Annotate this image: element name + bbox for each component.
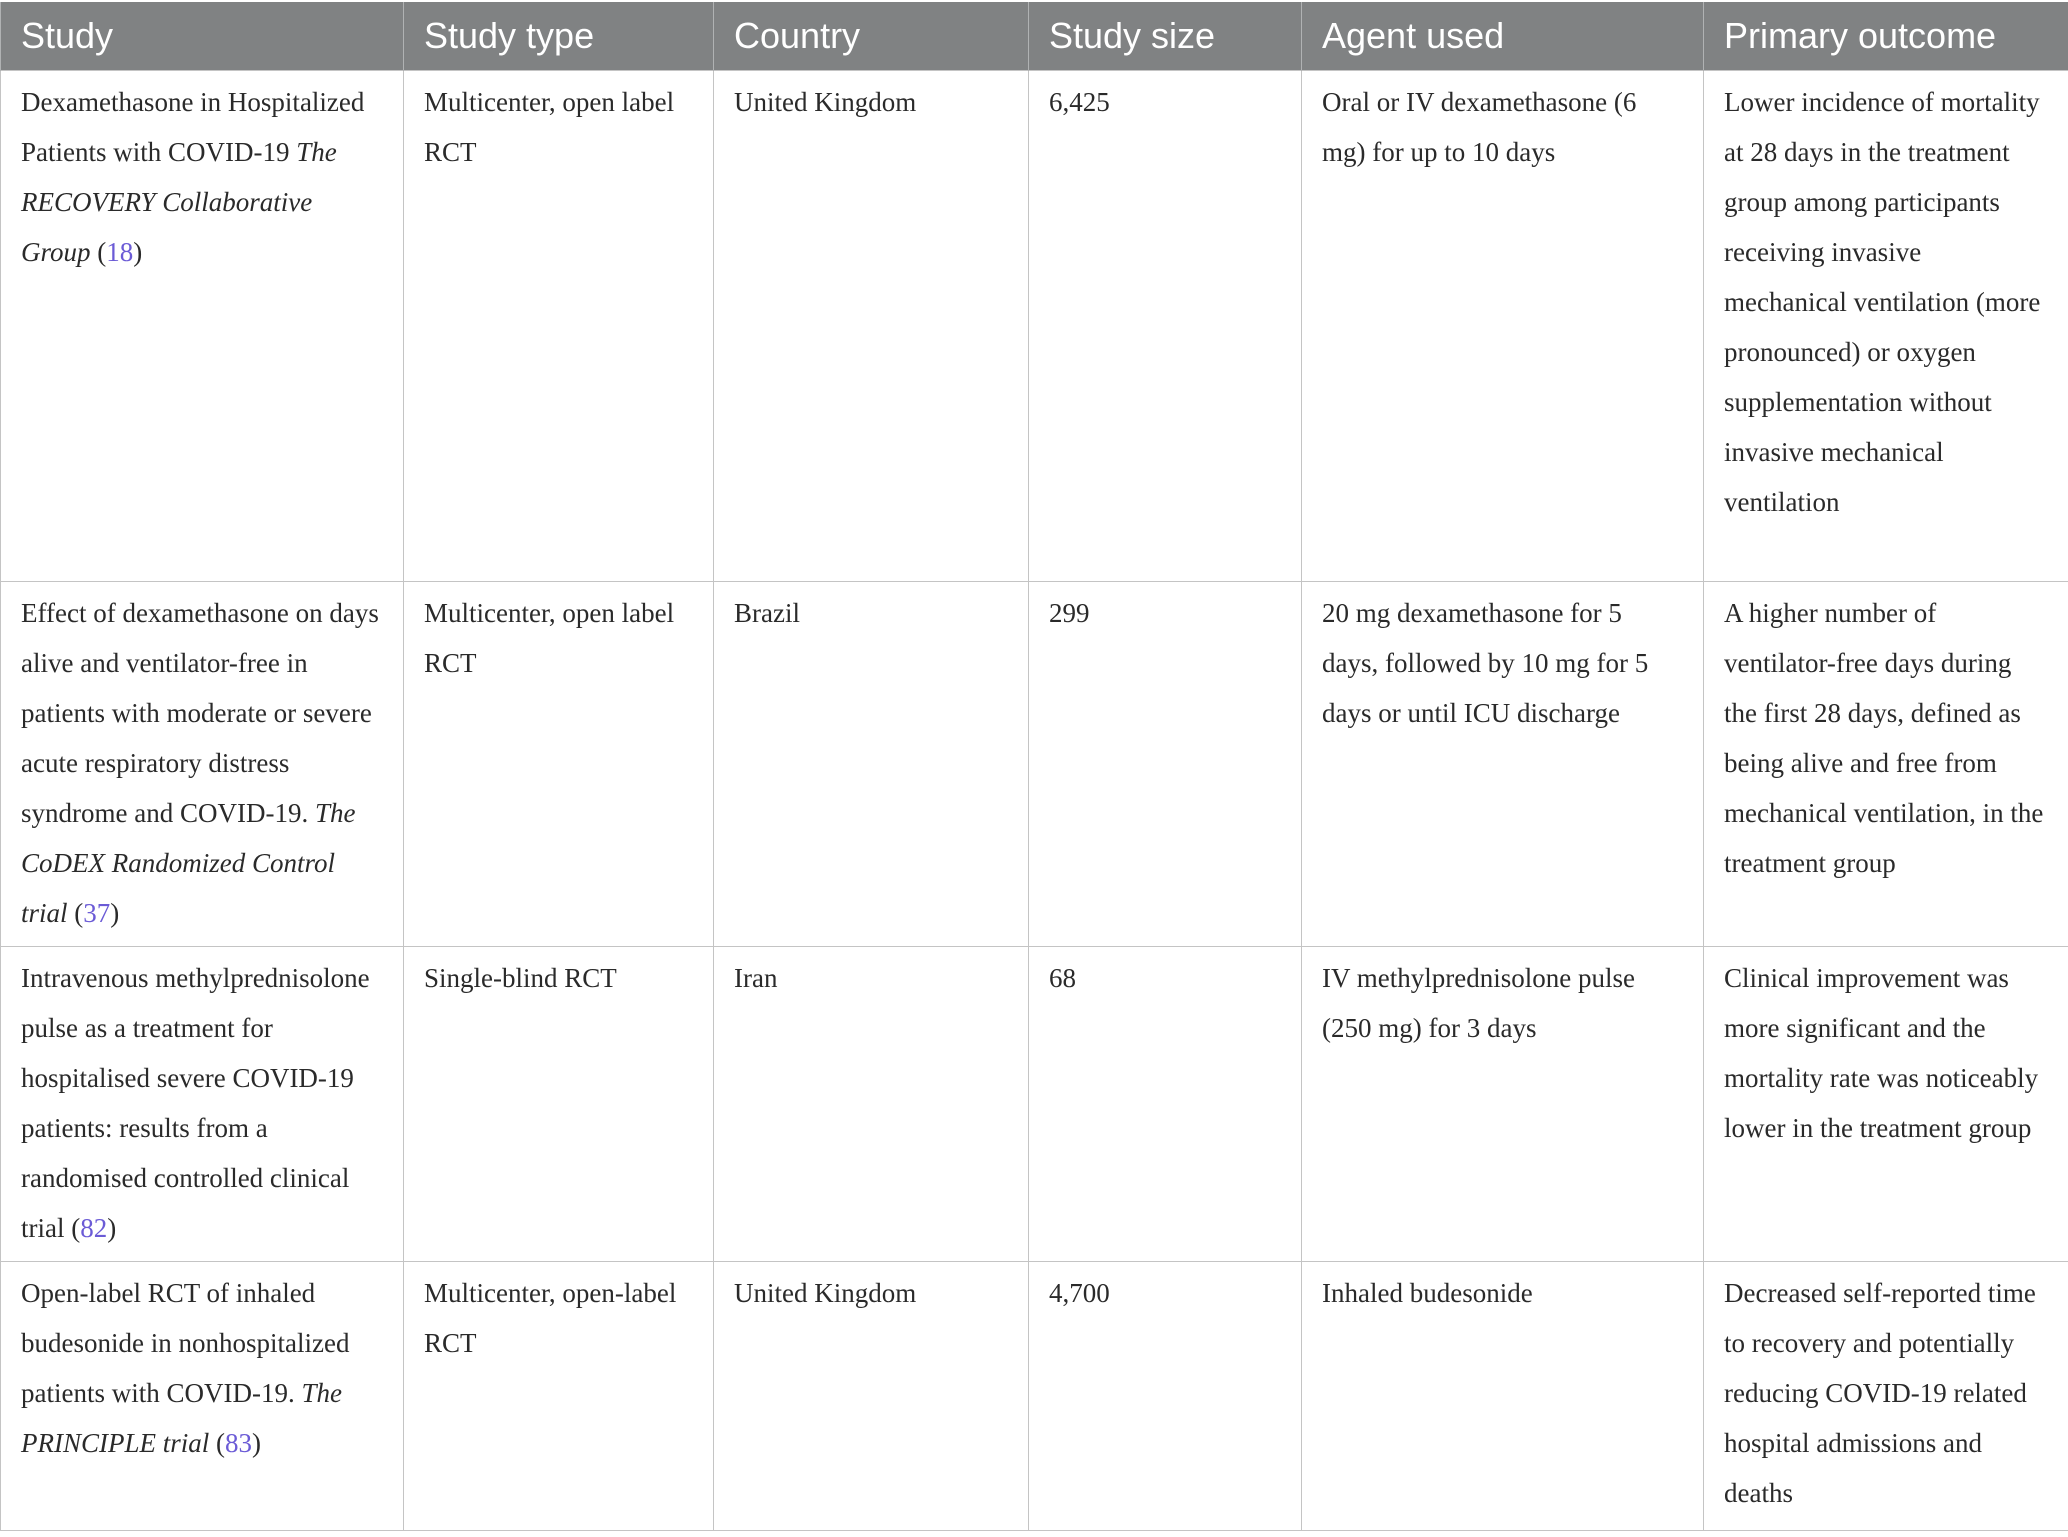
study-title: Dexamethasone in Hospitalized Patients with COVID-19: [21, 87, 365, 167]
primary-outcome-cell: A higher number of ventilator-free days during the first 28 days, defined as being alive and free from mechanical ventilation, in the treatment group: [1704, 582, 2068, 947]
header-country: Country: [714, 2, 1029, 71]
study-type-cell: Single-blind RCT: [404, 947, 714, 1262]
reference-link[interactable]: 37: [83, 898, 111, 928]
agent-used-cell: IV methylprednisolone pulse (250 mg) for 3 days: [1302, 947, 1704, 1262]
header-agent-used: Agent used: [1302, 2, 1704, 71]
study-title: Open-label RCT of inhaled budesonide in nonhospitalized patients with COVID-19.: [21, 1278, 350, 1408]
primary-outcome-cell: Decreased self-reported time to recovery and potentially reducing COVID-19 related hospital admissions and deaths: [1704, 1262, 2068, 1531]
ref-paren-open: (: [64, 1213, 81, 1243]
study-cell: [1, 947, 404, 1262]
header-study-size: Study size: [1029, 2, 1302, 71]
table-row: [1, 582, 2068, 947]
table-header: [1, 2, 2068, 71]
primary-outcome-cell: Clinical improvement was more significant and the mortality rate was noticeably lower in the treatment group: [1704, 947, 2068, 1262]
ref-paren-close: ): [110, 898, 120, 928]
table-row: [1, 947, 2068, 1262]
country-cell: Brazil: [714, 582, 1029, 947]
ref-paren-close: ): [107, 1213, 117, 1243]
table-row: [1, 1262, 2068, 1531]
country-cell: United Kingdom: [714, 1262, 1029, 1531]
ref-paren-open: (: [90, 237, 107, 267]
study-size-cell: 299: [1029, 582, 1302, 947]
ref-paren-open: (: [67, 898, 84, 928]
reference-link[interactable]: 18: [106, 237, 134, 267]
study-title: Intravenous methylprednisolone pulse as a treatment for hospitalised severe COVID-19 patients: results from a randomised controlled clinical trial: [21, 963, 370, 1243]
study-size-cell: 6,425: [1029, 71, 1302, 582]
header-study: Study: [1, 2, 404, 71]
country-cell: United Kingdom: [714, 71, 1029, 582]
study-type-cell: Multicenter, open label RCT: [404, 71, 714, 582]
table-row: [1, 71, 2068, 582]
reference-link[interactable]: 83: [225, 1428, 252, 1458]
studies-table: [0, 2, 2068, 1531]
study-type-cell: Multicenter, open label RCT: [404, 582, 714, 947]
header-primary-outcome: Primary outcome: [1704, 2, 2068, 71]
agent-used-cell: Oral or IV dexamethasone (6 mg) for up to 10 days: [1302, 71, 1704, 582]
agent-used-cell: 20 mg dexamethasone for 5 days, followed by 10 mg for 5 days or until ICU discharge: [1302, 582, 1704, 947]
study-group: The CoDEX Randomized Control trial: [21, 798, 356, 928]
study-group: The RECOVERY Collaborative Group: [21, 137, 337, 267]
study-type-cell: Multicenter, open-label RCT: [404, 1262, 714, 1531]
ref-paren-close: ): [252, 1428, 261, 1458]
agent-used-cell: Inhaled budesonide: [1302, 1262, 1704, 1531]
study-group: The PRINCIPLE trial: [21, 1378, 342, 1458]
header-study-type: Study type: [404, 2, 714, 71]
ref-paren-close: ): [133, 237, 143, 267]
study-cell: [1, 1262, 404, 1531]
country-cell: Iran: [714, 947, 1029, 1262]
primary-outcome-cell: Lower incidence of mortality at 28 days in the treatment group among participants receiving invasive mechanical ventilation (more pronounced) or oxygen supplementation without invasive mechanical ventilation: [1704, 71, 2068, 582]
reference-link[interactable]: 82: [80, 1213, 108, 1243]
study-title: Effect of dexamethasone on days alive and ventilator-free in patients with moderate or severe acute respiratory distress syndrome and COVID-19.: [21, 598, 379, 828]
study-size-cell: 4,700: [1029, 1262, 1302, 1531]
table-body: [1, 71, 2068, 1531]
study-cell: [1, 582, 404, 947]
header-row: [1, 2, 2068, 71]
ref-paren-open: (: [209, 1428, 225, 1458]
study-size-cell: 68: [1029, 947, 1302, 1262]
study-cell: [1, 71, 404, 582]
